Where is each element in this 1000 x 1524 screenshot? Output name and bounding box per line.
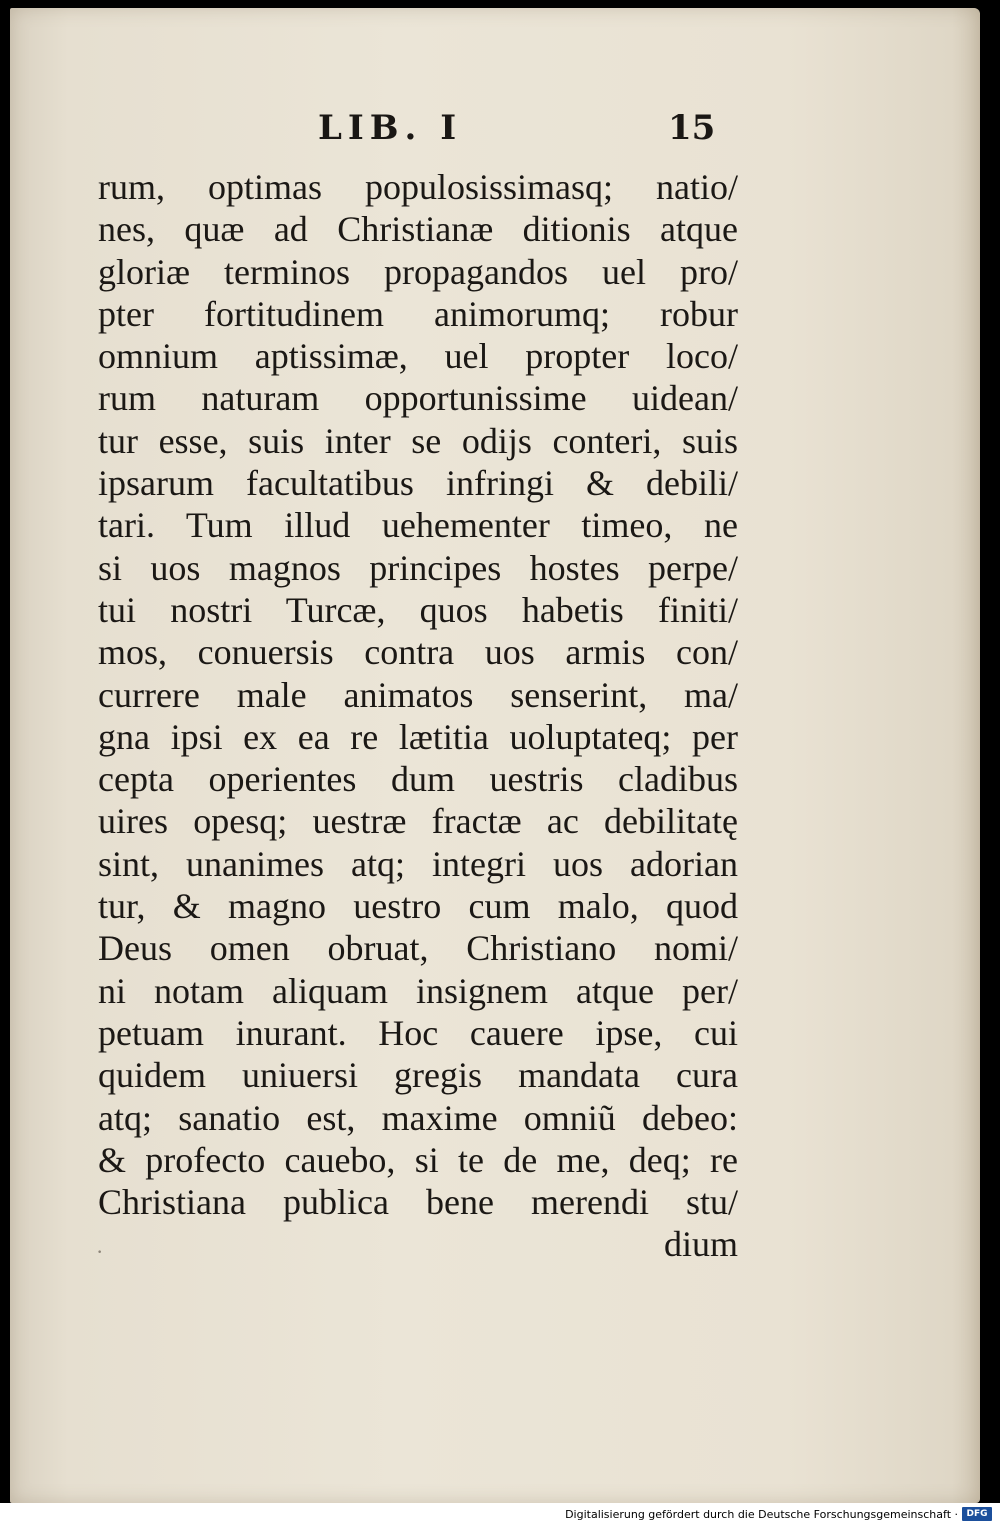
text-line: cepta operientes dum uestris cladibus — [98, 759, 738, 800]
running-head: LIB. I — [318, 108, 463, 148]
page-edge-shading — [952, 8, 980, 1503]
text-line: quidem uniuersi gregis mandata cura — [98, 1055, 738, 1096]
text-line: atq; sanatio est, maxime omniũ debeo: — [98, 1097, 738, 1138]
text-line: uires opesq; uestræ fractæ ac debilitatę — [98, 801, 738, 842]
dfg-logo-icon: DFG — [962, 1507, 992, 1521]
text-line: gloriæ terminos propagandos uel pro/ — [98, 251, 738, 292]
text-line: tui nostri Turcæ, quos habetis finiti/ — [98, 589, 738, 630]
text-line: Christiana publica bene merendi stu/ — [98, 1182, 738, 1223]
text-line: nes, quæ ad Christianæ ditionis atque — [98, 209, 738, 250]
text-line: & profecto cauebo, si te de me, deq; re — [98, 1139, 738, 1180]
text-line: ipsarum facultatibus infringi & debili/ — [98, 463, 738, 504]
text-line: gna ipsi ex ea re lætitia uoluptateq; per — [98, 716, 738, 757]
text-line: currere male animatos senserint, ma/ — [98, 674, 738, 715]
text-line: ni notam aliquam insignem atque per/ — [98, 970, 738, 1011]
ink-smudge: · — [96, 1239, 104, 1264]
text-line: rum naturam opportunissime uidean/ — [98, 378, 738, 419]
text-line: tari. Tum illud uehementer timeo, ne — [98, 505, 738, 546]
text-line: mos, conuersis contra uos armis con/ — [98, 632, 738, 673]
text-line: tur esse, suis inter se odijs conteri, suis — [98, 420, 738, 461]
page-number: 15 — [668, 108, 716, 148]
footer-strip — [0, 1503, 1000, 1524]
text-line: tur, & magno uestro cum malo, quod — [98, 886, 738, 927]
text-line: rum, optimas populosissimasq; natio/ — [98, 167, 738, 207]
text-line: si uos magnos principes hostes perpe/ — [98, 547, 738, 588]
text-line: pter fortitudinem animorumq; robur — [98, 293, 738, 334]
text-line: omnium aptissimæ, uel propter loco/ — [98, 336, 738, 377]
text-line: Deus omen obruat, Christiano nomi/ — [98, 928, 738, 969]
text-line: sint, unanimes atq; integri uos adorian — [98, 843, 738, 884]
body-text — [98, 166, 738, 1266]
catchword: dium — [663, 1224, 738, 1265]
funding-credit: Digitalisierung gefördert durch die Deutsche Forschungsgemeinschaft · — [565, 1508, 958, 1521]
text-line: petuam inurant. Hoc cauere ipse, cui — [98, 1012, 738, 1053]
